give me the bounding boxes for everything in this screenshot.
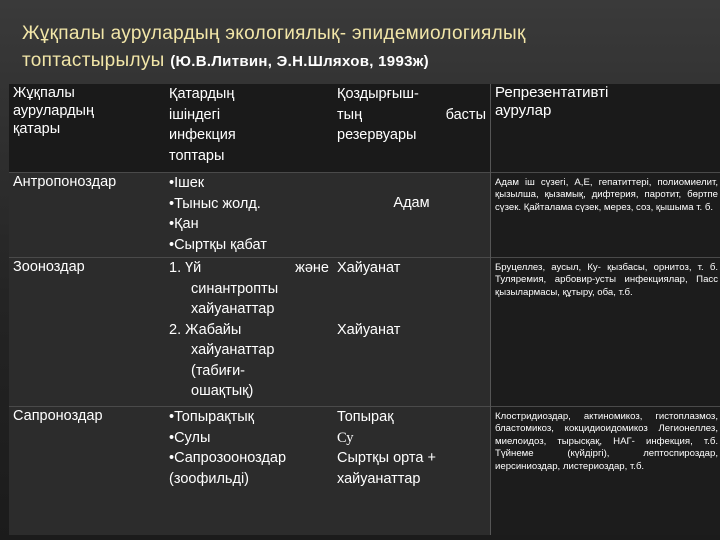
header-col4-line: Репрезентативті (495, 84, 609, 101)
group-item: хайуанаттар (191, 342, 275, 358)
title-line-1: Жұқпалы аурулардың экологиялық- эпидемиологиялық (22, 23, 526, 44)
header-col3 (333, 84, 491, 173)
diseases-text: Клостридиоздар, актиномикоз, гистоплазмоз, бластомикоз, кокцидиоидомикоз Легионеллез, миелоидоз, тырысқақ, НАГ- инфекция, т.б. Түйнеме (күйдіргі), лептоспироздар, иерсиниоздар, листериоздар, т.б. (495, 411, 718, 472)
group-item: (табиғи- (191, 362, 245, 379)
table-row-anthroponoses (9, 173, 720, 258)
group-item: •Сыртқы қабат (169, 236, 267, 253)
row-name: Зооноздар (9, 258, 165, 407)
reservoir-text: хайуанаттар (337, 470, 421, 487)
reservoir-text: Су (337, 429, 354, 446)
header-col2-line: инфекция (169, 127, 236, 143)
reservoir-text: Адам (393, 195, 430, 211)
group-word: және (295, 260, 329, 276)
slide-title (22, 20, 712, 75)
row-reservoir (333, 258, 491, 407)
header-col2-line: Қатардың (169, 86, 235, 102)
header-col1 (9, 84, 165, 173)
header-col3-word: басты (445, 106, 486, 123)
reservoir-text: Топырақ (337, 409, 394, 425)
header-col3-line: Қоздырғыш- (337, 86, 419, 102)
table-row-sapronoses (9, 407, 720, 536)
row-diseases (491, 407, 720, 536)
header-col1-line: қатары (13, 121, 61, 137)
header-col3-word: тың (337, 106, 363, 123)
group-item: (зоофильді) (169, 470, 249, 487)
row-groups (165, 258, 333, 407)
group-item: •Ішек (169, 175, 205, 191)
classification-table (9, 84, 720, 535)
title-line-2 (22, 47, 712, 75)
header-col3-justified (337, 105, 486, 126)
group-item (169, 258, 329, 279)
diseases-text: Бруцеллез, аусыл, Ку- қызбасы, орнитоз, т. б. Туляремия, арбовир-усты инфекциялар, Пасс қызылармасы, құтыру, оба, т.б. (495, 262, 718, 298)
group-item: •Сулы (169, 429, 211, 446)
spacer (337, 279, 486, 320)
group-item: синантропты (191, 280, 279, 297)
row-groups (165, 407, 333, 536)
row-diseases (491, 173, 720, 258)
group-item: •Тыныс жолд. (169, 195, 261, 212)
row-groups (165, 173, 333, 258)
group-item: ошақтық) (191, 383, 254, 399)
header-col4-line: аурулар (495, 102, 552, 119)
table-header-row (9, 84, 720, 173)
spacer (337, 173, 486, 193)
reservoir-text: Сыртқы орта + (337, 450, 436, 466)
group-item: •Топырақтық (169, 409, 255, 425)
reservoir-text: Хайуанат (337, 321, 401, 338)
header-col2-line: топтары (169, 147, 225, 164)
group-item: хайуанаттар (191, 301, 275, 317)
row-name: Сапроноздар (9, 407, 165, 536)
header-col2 (165, 84, 333, 173)
group-item: 2. Жабайы (169, 321, 242, 338)
diseases-text: Адам іш сүзегі, А,Е, гепатиттері, полиомиелит, қызылша, қызамық, дифтерия, паротит, бөртпе сүзек. Қайталама сүзек, мерез, соз, қышыма т. б. (495, 177, 718, 213)
header-col3-line: резервуары (337, 127, 417, 143)
row-name: Антропоноздар (9, 173, 165, 258)
group-item: •Сапрозооноздар (169, 450, 287, 466)
row-reservoir (333, 173, 491, 258)
row-reservoir (333, 407, 491, 536)
header-col2-line: ішіндегі (169, 106, 221, 123)
row-diseases (491, 258, 720, 407)
header-col1-line: Жұқпалы (13, 85, 75, 101)
title-main: топтастырылуы (22, 50, 165, 71)
group-item: •Қан (169, 216, 199, 232)
header-col1-line: аурулардың (13, 103, 94, 119)
reservoir-text: Хайуанат (337, 260, 401, 276)
title-source: (Ю.В.Литвин, Э.Н.Шляхов, 1993ж) (170, 53, 429, 70)
table-row-zoonoses (9, 258, 720, 407)
group-word: 1. Үй (169, 260, 202, 276)
header-col4 (491, 84, 720, 173)
